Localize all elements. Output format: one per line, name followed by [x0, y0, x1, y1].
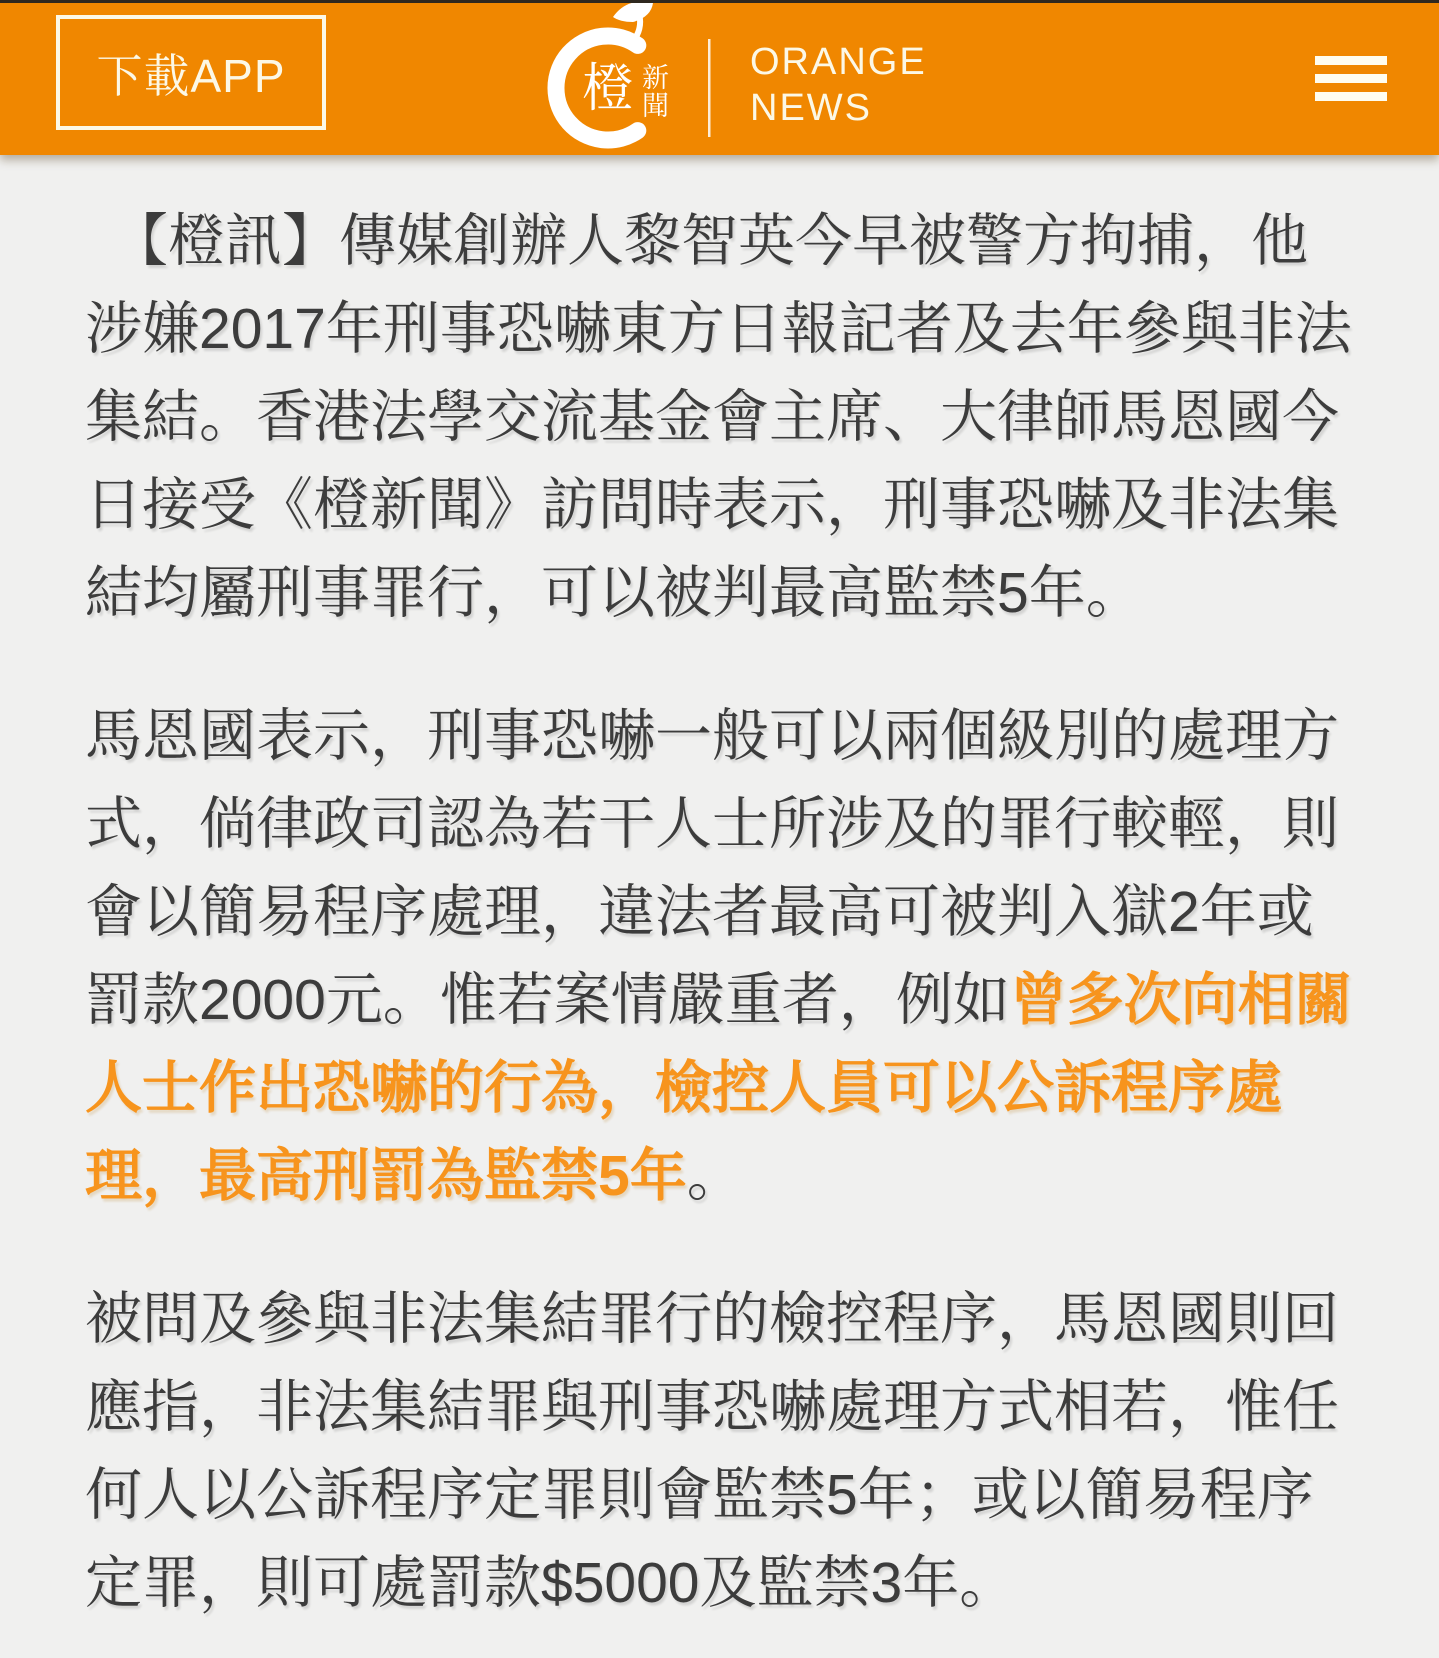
logo-wordmark-line2: NEWS	[750, 87, 872, 129]
app-header	[0, 3, 1439, 155]
hamburger-icon	[1315, 92, 1387, 101]
paragraph-text: 。	[686, 1144, 744, 1208]
article-paragraph	[85, 692, 1355, 1220]
paragraph-text: 被問及參與非法集結罪行的檢控程序，馬恩國則回應指，非法集結罪與刑事恐嚇處理方式相若，惟任何人以公訴程序定罪則會監禁5年；或以簡易程序定罪，則可處罰款$5000及監禁3年。	[85, 1287, 1339, 1615]
article-body	[0, 155, 1439, 1627]
logo-divider	[708, 39, 711, 137]
orange-logo-icon	[545, 3, 745, 155]
paragraph-text: 馬恩國表示，刑事恐嚇一般可以兩個級別的處理方式，倘律政司認為若干人士所涉及的罪行較輕，則會以簡易程序處理，違法者最高可被判入獄2年或罰款2000元。惟若案情嚴重者，例如	[85, 704, 1339, 1032]
orange-news-logo[interactable]	[545, 3, 1005, 155]
logo-wordmark-line1: ORANGE	[750, 41, 927, 83]
article-paragraph	[85, 197, 1355, 637]
logo-circle-character: 橙	[581, 60, 635, 118]
logo-wordmark	[750, 39, 927, 131]
paragraph-text: 【橙訊】傳媒創辦人黎智英今早被警方拘捕，他涉嫌2017年刑事恐嚇東方日報記者及去年參與非法集結。香港法學交流基金會主席、大律師馬恩國今日接受《橙新聞》訪問時表示，刑事恐嚇及非法集結均屬刑事罪行，可以被判最高監禁5年。	[85, 209, 1352, 625]
menu-button[interactable]	[1315, 56, 1387, 101]
highlighted-link-text[interactable]: 曾多次向相關人士作出恐嚇的行為，檢控人員可以公訴程序處理，最高刑罰為監禁5年	[85, 968, 1352, 1208]
download-app-button[interactable]: 下載APP	[56, 15, 326, 130]
logo-vertical-char-1: 新	[642, 63, 669, 93]
hamburger-icon	[1315, 56, 1387, 65]
article-paragraph	[85, 1275, 1355, 1627]
hamburger-icon	[1315, 74, 1387, 83]
logo-vertical-char-2: 聞	[642, 91, 669, 121]
